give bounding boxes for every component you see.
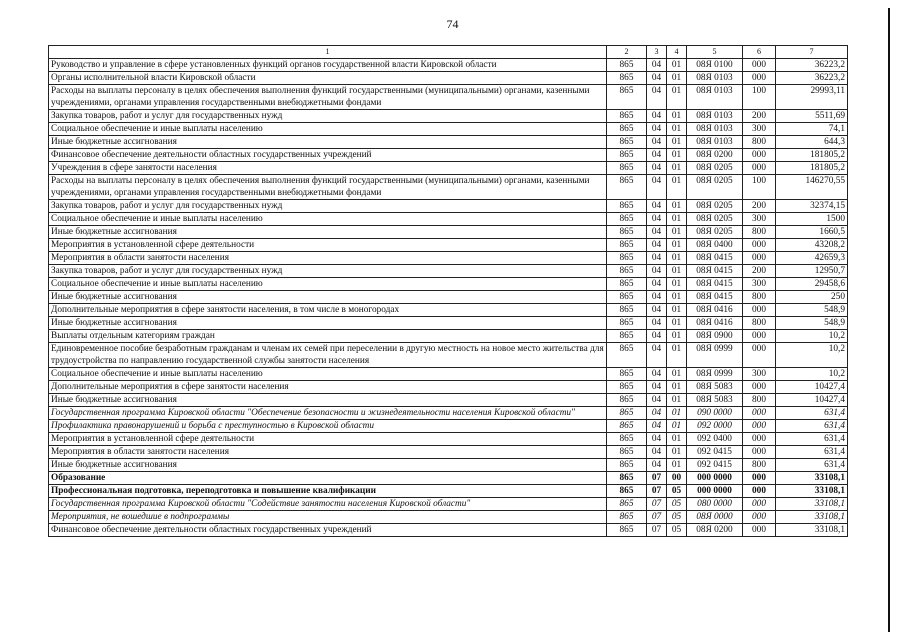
row-expense-type: 000 (743, 72, 776, 85)
row-amount: 631,4 (776, 459, 848, 472)
row-subsection: 05 (667, 524, 687, 537)
row-amount: 33108,1 (776, 472, 848, 485)
row-target-article: 08Я 0103 (687, 123, 743, 136)
row-code: 865 (607, 330, 647, 343)
row-name: Руководство и управление в сфере установленных функций органов государственной власти Кировской области (49, 59, 607, 72)
row-section: 04 (647, 368, 667, 381)
row-target-article: 08Я 0415 (687, 291, 743, 304)
row-name: Социальное обеспечение и иные выплаты населению (49, 213, 607, 226)
row-expense-type: 200 (743, 200, 776, 213)
row-subsection: 01 (667, 252, 687, 265)
row-target-article: 08Я 5083 (687, 394, 743, 407)
row-expense-type: 000 (743, 239, 776, 252)
row-section: 04 (647, 317, 667, 330)
row-target-article: 08Я 0416 (687, 304, 743, 317)
row-section: 04 (647, 394, 667, 407)
table-row (49, 524, 848, 537)
row-amount: 181805,2 (776, 162, 848, 175)
row-expense-type: 000 (743, 343, 776, 368)
row-expense-type: 000 (743, 252, 776, 265)
row-target-article: 08Я 0900 (687, 330, 743, 343)
budget-table (48, 45, 848, 537)
row-name: Учреждения в сфере занятости населения (49, 162, 607, 175)
row-code: 865 (607, 265, 647, 278)
table-row (49, 381, 848, 394)
row-name: Социальное обеспечение и иные выплаты населению (49, 368, 607, 381)
row-amount: 631,4 (776, 420, 848, 433)
row-target-article: 000 0000 (687, 485, 743, 498)
row-expense-type: 000 (743, 381, 776, 394)
row-code: 865 (607, 123, 647, 136)
row-code: 865 (607, 72, 647, 85)
table-row (49, 420, 848, 433)
row-subsection: 01 (667, 459, 687, 472)
row-expense-type: 000 (743, 446, 776, 459)
row-expense-type: 000 (743, 407, 776, 420)
row-code: 865 (607, 317, 647, 330)
row-subsection: 05 (667, 511, 687, 524)
row-name: Единовременное пособие безработным гражданам и членам их семей при переселении в другую местность на новое место жительства для трудоустройства по направлению государственной службы занятости населения (49, 343, 607, 368)
row-expense-type: 000 (743, 149, 776, 162)
row-amount: 36223,2 (776, 59, 848, 72)
row-code: 865 (607, 291, 647, 304)
row-amount: 33108,1 (776, 485, 848, 498)
row-expense-type: 000 (743, 524, 776, 537)
row-expense-type: 800 (743, 226, 776, 239)
row-subsection: 01 (667, 162, 687, 175)
row-name: Выплаты отдельным категориям граждан (49, 330, 607, 343)
row-amount: 548,9 (776, 304, 848, 317)
table-row (49, 265, 848, 278)
row-subsection: 01 (667, 368, 687, 381)
row-amount: 33108,1 (776, 498, 848, 511)
row-target-article: 08Я 0205 (687, 162, 743, 175)
table-row (49, 330, 848, 343)
table-row (49, 278, 848, 291)
row-code: 865 (607, 136, 647, 149)
table-row (49, 291, 848, 304)
row-amount: 33108,1 (776, 511, 848, 524)
row-code: 865 (607, 200, 647, 213)
row-code: 865 (607, 213, 647, 226)
row-section: 04 (647, 381, 667, 394)
table-row (49, 136, 848, 149)
table-row (49, 343, 848, 368)
row-name: Мероприятия, не вошедшие в подпрограммы (49, 511, 607, 524)
row-name: Социальное обеспечение и иные выплаты населению (49, 278, 607, 291)
row-target-article: 08Я 0103 (687, 110, 743, 123)
row-section: 04 (647, 446, 667, 459)
row-amount: 1660,5 (776, 226, 848, 239)
row-section: 04 (647, 226, 667, 239)
row-amount: 10,2 (776, 368, 848, 381)
table-body (49, 46, 848, 537)
row-code: 865 (607, 343, 647, 368)
row-target-article: 08Я 0205 (687, 200, 743, 213)
row-code: 865 (607, 511, 647, 524)
row-target-article: 092 0400 (687, 433, 743, 446)
table-row (49, 304, 848, 317)
row-subsection: 01 (667, 343, 687, 368)
row-amount: 10,2 (776, 330, 848, 343)
row-name: Иные бюджетные ассигнования (49, 459, 607, 472)
row-target-article: 08Я 5083 (687, 381, 743, 394)
table-row (49, 175, 848, 200)
margin-rule (888, 8, 890, 632)
table-row (49, 433, 848, 446)
row-code: 865 (607, 433, 647, 446)
row-target-article: 092 0415 (687, 446, 743, 459)
row-subsection: 01 (667, 175, 687, 200)
row-amount: 548,9 (776, 317, 848, 330)
row-subsection: 01 (667, 394, 687, 407)
row-target-article: 08Я 0200 (687, 149, 743, 162)
table-row (49, 472, 848, 485)
row-code: 865 (607, 446, 647, 459)
row-code: 865 (607, 407, 647, 420)
row-amount: 146270,55 (776, 175, 848, 200)
row-target-article: 08Я 0200 (687, 524, 743, 537)
row-target-article: 08Я 0999 (687, 368, 743, 381)
row-name: Государственная программа Кировской области "Обеспечение безопасности и жизнедеятельности населения Кировской области" (49, 407, 607, 420)
row-target-article: 08Я 0205 (687, 175, 743, 200)
row-code: 865 (607, 59, 647, 72)
row-subsection: 01 (667, 278, 687, 291)
row-subsection: 01 (667, 136, 687, 149)
row-expense-type: 000 (743, 485, 776, 498)
row-expense-type: 000 (743, 433, 776, 446)
row-subsection: 01 (667, 85, 687, 110)
table-row (49, 72, 848, 85)
table-row (49, 394, 848, 407)
row-amount: 43208,2 (776, 239, 848, 252)
row-target-article: 08Я 0999 (687, 343, 743, 368)
column-header: 7 (776, 46, 848, 59)
row-expense-type: 000 (743, 162, 776, 175)
row-target-article: 08Я 0103 (687, 85, 743, 110)
row-section: 04 (647, 72, 667, 85)
row-subsection: 01 (667, 433, 687, 446)
row-section: 04 (647, 85, 667, 110)
table-row (49, 162, 848, 175)
table-row (49, 511, 848, 524)
row-code: 865 (607, 381, 647, 394)
row-name: Образование (49, 472, 607, 485)
row-expense-type: 200 (743, 265, 776, 278)
row-target-article: 092 0000 (687, 420, 743, 433)
row-name: Финансовое обеспечение деятельности областных государственных учреждений (49, 524, 607, 537)
table-row (49, 110, 848, 123)
row-subsection: 01 (667, 226, 687, 239)
row-name: Иные бюджетные ассигнования (49, 226, 607, 239)
row-name: Мероприятия в области занятости населения (49, 252, 607, 265)
row-section: 04 (647, 252, 667, 265)
row-target-article: 08Я 0415 (687, 278, 743, 291)
row-section: 04 (647, 200, 667, 213)
row-code: 865 (607, 420, 647, 433)
row-name: Мероприятия в области занятости населения (49, 446, 607, 459)
table-row (49, 317, 848, 330)
row-code: 865 (607, 149, 647, 162)
row-code: 865 (607, 459, 647, 472)
table-row (49, 85, 848, 110)
table-row (49, 149, 848, 162)
row-target-article: 092 0415 (687, 459, 743, 472)
row-section: 04 (647, 343, 667, 368)
row-amount: 12950,7 (776, 265, 848, 278)
row-code: 865 (607, 252, 647, 265)
row-expense-type: 000 (743, 511, 776, 524)
row-name: Расходы на выплаты персоналу в целях обеспечения выполнения функций государственными (муниципальными) органами, казенными учреждениями, органами управления государственными внебюджетными фондами (49, 85, 607, 110)
row-code: 865 (607, 368, 647, 381)
row-amount: 36223,2 (776, 72, 848, 85)
row-section: 07 (647, 524, 667, 537)
row-name: Дополнительные мероприятия в сфере занятости населения, в том числе в моногородах (49, 304, 607, 317)
row-subsection: 01 (667, 446, 687, 459)
row-amount: 42659,3 (776, 252, 848, 265)
row-section: 07 (647, 472, 667, 485)
row-section: 04 (647, 433, 667, 446)
row-amount: 631,4 (776, 407, 848, 420)
row-name: Иные бюджетные ассигнования (49, 291, 607, 304)
row-name: Финансовое обеспечение деятельности областных государственных учреждений (49, 149, 607, 162)
row-target-article: 08Я 0400 (687, 239, 743, 252)
row-amount: 1500 (776, 213, 848, 226)
row-target-article: 08Я 0000 (687, 511, 743, 524)
row-amount: 29458,6 (776, 278, 848, 291)
row-subsection: 01 (667, 317, 687, 330)
row-amount: 631,4 (776, 433, 848, 446)
table-row (49, 459, 848, 472)
row-section: 04 (647, 291, 667, 304)
row-subsection: 01 (667, 110, 687, 123)
row-code: 865 (607, 278, 647, 291)
row-name: Профессиональная подготовка, переподготовка и повышение квалификации (49, 485, 607, 498)
row-section: 04 (647, 110, 667, 123)
row-subsection: 01 (667, 213, 687, 226)
row-section: 04 (647, 459, 667, 472)
row-expense-type: 800 (743, 136, 776, 149)
row-amount: 250 (776, 291, 848, 304)
row-subsection: 01 (667, 265, 687, 278)
row-section: 04 (647, 213, 667, 226)
row-expense-type: 100 (743, 85, 776, 110)
row-section: 04 (647, 278, 667, 291)
page-number: 74 (446, 17, 459, 31)
row-expense-type: 800 (743, 291, 776, 304)
row-code: 865 (607, 175, 647, 200)
row-target-article: 000 0000 (687, 472, 743, 485)
row-code: 865 (607, 394, 647, 407)
row-name: Дополнительные мероприятия в сфере занятости населения (49, 381, 607, 394)
row-expense-type: 000 (743, 304, 776, 317)
row-section: 04 (647, 407, 667, 420)
row-expense-type: 000 (743, 59, 776, 72)
row-target-article: 08Я 0205 (687, 226, 743, 239)
row-subsection: 01 (667, 420, 687, 433)
row-name: Профилактика правонарушений и борьба с преступностью в Кировской области (49, 420, 607, 433)
row-code: 865 (607, 485, 647, 498)
table-row (49, 498, 848, 511)
column-header: 3 (647, 46, 667, 59)
row-target-article: 090 0000 (687, 407, 743, 420)
row-subsection: 01 (667, 381, 687, 394)
header-row (49, 46, 848, 59)
row-subsection: 01 (667, 149, 687, 162)
row-name: Иные бюджетные ассигнования (49, 394, 607, 407)
row-subsection: 05 (667, 485, 687, 498)
row-subsection: 01 (667, 123, 687, 136)
row-section: 04 (647, 420, 667, 433)
row-name: Расходы на выплаты персоналу в целях обеспечения выполнения функций государственными (муниципальными) органами, казенными учреждениями, органами управления государственными внебюджетными фондами (49, 175, 607, 200)
row-subsection: 01 (667, 59, 687, 72)
row-section: 04 (647, 239, 667, 252)
row-expense-type: 800 (743, 459, 776, 472)
row-expense-type: 300 (743, 278, 776, 291)
table-row (49, 239, 848, 252)
column-header: 5 (687, 46, 743, 59)
row-target-article: 08Я 0416 (687, 317, 743, 330)
row-section: 04 (647, 136, 667, 149)
row-target-article: 08Я 0415 (687, 252, 743, 265)
row-expense-type: 300 (743, 368, 776, 381)
row-name: Закупка товаров, работ и услуг для государственных нужд (49, 110, 607, 123)
row-amount: 29993,11 (776, 85, 848, 110)
row-amount: 10427,4 (776, 381, 848, 394)
row-subsection: 01 (667, 239, 687, 252)
row-code: 865 (607, 239, 647, 252)
row-target-article: 08Я 0415 (687, 265, 743, 278)
row-amount: 32374,15 (776, 200, 848, 213)
row-subsection: 01 (667, 200, 687, 213)
table-row (49, 213, 848, 226)
row-target-article: 08Я 0103 (687, 72, 743, 85)
row-subsection: 01 (667, 72, 687, 85)
row-subsection: 00 (667, 472, 687, 485)
row-section: 07 (647, 498, 667, 511)
column-header: 4 (667, 46, 687, 59)
row-section: 04 (647, 123, 667, 136)
row-section: 04 (647, 330, 667, 343)
row-name: Иные бюджетные ассигнования (49, 136, 607, 149)
row-name: Мероприятия в установленной сфере деятельности (49, 239, 607, 252)
row-amount: 5511,69 (776, 110, 848, 123)
row-expense-type: 000 (743, 498, 776, 511)
row-name: Государственная программа Кировской области "Содействие занятости населения Кировской области" (49, 498, 607, 511)
row-section: 07 (647, 485, 667, 498)
row-section: 04 (647, 59, 667, 72)
row-code: 865 (607, 524, 647, 537)
row-amount: 33108,1 (776, 524, 848, 537)
row-amount: 631,4 (776, 446, 848, 459)
row-expense-type: 000 (743, 472, 776, 485)
row-expense-type: 300 (743, 123, 776, 136)
row-section: 04 (647, 265, 667, 278)
column-header: 1 (49, 46, 607, 59)
column-header: 6 (743, 46, 776, 59)
row-section: 04 (647, 175, 667, 200)
row-name: Мероприятия в установленной сфере деятельности (49, 433, 607, 446)
row-name: Иные бюджетные ассигнования (49, 317, 607, 330)
row-name: Закупка товаров, работ и услуг для государственных нужд (49, 200, 607, 213)
row-amount: 10427,4 (776, 394, 848, 407)
row-name: Социальное обеспечение и иные выплаты населению (49, 123, 607, 136)
row-target-article: 08Я 0100 (687, 59, 743, 72)
table-row (49, 59, 848, 72)
row-name: Органы исполнительной власти Кировской области (49, 72, 607, 85)
row-code: 865 (607, 304, 647, 317)
row-code: 865 (607, 110, 647, 123)
row-target-article: 08Я 0103 (687, 136, 743, 149)
row-code: 865 (607, 472, 647, 485)
row-amount: 74,1 (776, 123, 848, 136)
table-row (49, 446, 848, 459)
row-amount: 10,2 (776, 343, 848, 368)
table-row (49, 252, 848, 265)
row-amount: 181805,2 (776, 149, 848, 162)
table-row (49, 407, 848, 420)
row-target-article: 08Я 0205 (687, 213, 743, 226)
row-section: 04 (647, 304, 667, 317)
table-row (49, 200, 848, 213)
row-subsection: 01 (667, 291, 687, 304)
row-code: 865 (607, 162, 647, 175)
row-target-article: 080 0000 (687, 498, 743, 511)
table-row (49, 485, 848, 498)
row-expense-type: 200 (743, 110, 776, 123)
row-code: 865 (607, 498, 647, 511)
row-section: 04 (647, 149, 667, 162)
row-expense-type: 800 (743, 394, 776, 407)
row-expense-type: 300 (743, 213, 776, 226)
row-subsection: 01 (667, 407, 687, 420)
row-section: 07 (647, 511, 667, 524)
row-expense-type: 000 (743, 330, 776, 343)
row-code: 865 (607, 85, 647, 110)
row-subsection: 01 (667, 304, 687, 317)
table-row (49, 226, 848, 239)
row-section: 04 (647, 162, 667, 175)
row-expense-type: 800 (743, 317, 776, 330)
row-subsection: 01 (667, 330, 687, 343)
table-row (49, 123, 848, 136)
row-amount: 644,3 (776, 136, 848, 149)
row-name: Закупка товаров, работ и услуг для государственных нужд (49, 265, 607, 278)
row-subsection: 05 (667, 498, 687, 511)
table-row (49, 368, 848, 381)
column-header: 2 (607, 46, 647, 59)
row-expense-type: 100 (743, 175, 776, 200)
row-code: 865 (607, 226, 647, 239)
row-expense-type: 000 (743, 420, 776, 433)
